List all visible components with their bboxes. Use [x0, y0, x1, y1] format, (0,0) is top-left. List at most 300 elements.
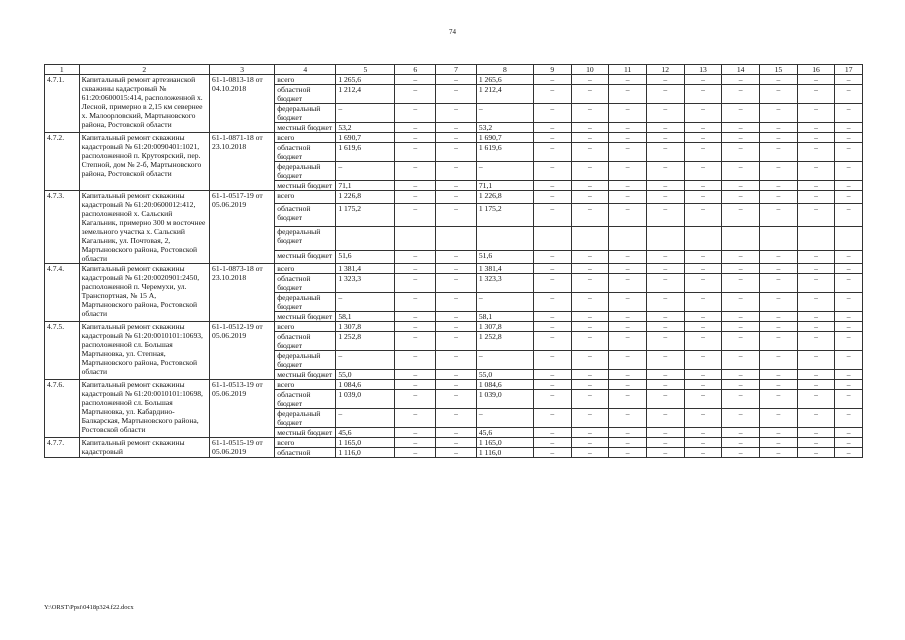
- funding-source: областной бюджет: [275, 390, 336, 409]
- column-number-3: 3: [210, 65, 275, 75]
- empty-value: –: [395, 123, 436, 133]
- empty-value: –: [797, 428, 835, 438]
- empty-value: –: [571, 448, 609, 458]
- total-amount: 1 212,4: [336, 85, 395, 104]
- empty-value: –: [797, 203, 835, 227]
- empty-value: –: [395, 322, 436, 332]
- year-amount: –: [476, 104, 533, 123]
- empty-value: –: [609, 143, 647, 162]
- empty-value: –: [797, 104, 835, 123]
- expertise-number: 61-1-0513-19 от 05.06.2019: [210, 380, 275, 438]
- expertise-number: 61-1-0813-18 от 04.10.2018: [210, 75, 275, 133]
- empty-value: –: [646, 438, 684, 448]
- empty-value: –: [436, 85, 477, 104]
- column-number-14: 14: [722, 65, 760, 75]
- empty-value: –: [609, 370, 647, 380]
- empty-value: –: [646, 351, 684, 370]
- year-amount: 1 039,0: [476, 390, 533, 409]
- empty-value: –: [436, 123, 477, 133]
- empty-value: –: [684, 181, 722, 191]
- funding-source: местный бюджет: [275, 312, 336, 322]
- empty-value: –: [760, 409, 798, 428]
- empty-value: –: [646, 162, 684, 181]
- empty-value: –: [835, 390, 863, 409]
- empty-value: –: [395, 351, 436, 370]
- empty-value: –: [835, 322, 863, 332]
- expertise-number: 61-1-0871-18 от 23.10.2018: [210, 133, 275, 191]
- empty-value: –: [609, 104, 647, 123]
- item-description: Капитальный ремонт скважины кадастровый № 61:20:0600012:412, расположенной х. Сальский Кагальник, примерно 300 м восточнее земельного участка х. Сальский Кагальник, ул. Почтовая, 2, Мартыновского района, Ростовской области: [79, 191, 209, 264]
- year-amount: –: [476, 351, 533, 370]
- year-amount: 1 323,3: [476, 274, 533, 293]
- empty-value: –: [722, 143, 760, 162]
- empty-value: –: [760, 293, 798, 312]
- empty-value: –: [835, 380, 863, 390]
- total-amount: –: [336, 293, 395, 312]
- empty-value: –: [760, 274, 798, 293]
- funding-source: местный бюджет: [275, 251, 336, 264]
- empty-value: –: [797, 264, 835, 274]
- empty-value: –: [609, 380, 647, 390]
- empty-value: [722, 227, 760, 251]
- empty-value: –: [609, 75, 647, 85]
- empty-value: –: [684, 438, 722, 448]
- funding-source: областной бюджет: [275, 143, 336, 162]
- empty-value: –: [722, 133, 760, 143]
- total-amount: 1 116,0: [336, 448, 395, 458]
- empty-value: –: [436, 322, 477, 332]
- empty-value: –: [684, 191, 722, 204]
- funding-source: местный бюджет: [275, 181, 336, 191]
- empty-value: –: [395, 181, 436, 191]
- year-amount: –: [476, 162, 533, 181]
- empty-value: –: [646, 191, 684, 204]
- empty-value: –: [533, 312, 571, 322]
- empty-value: –: [571, 380, 609, 390]
- funding-source: федеральный бюджет: [275, 162, 336, 181]
- empty-value: –: [533, 181, 571, 191]
- year-amount: 1 252,8: [476, 332, 533, 351]
- empty-value: –: [571, 191, 609, 204]
- empty-value: –: [571, 143, 609, 162]
- empty-value: –: [609, 274, 647, 293]
- empty-value: –: [646, 322, 684, 332]
- empty-value: –: [533, 322, 571, 332]
- empty-value: –: [571, 264, 609, 274]
- empty-value: –: [797, 251, 835, 264]
- empty-value: –: [436, 428, 477, 438]
- empty-value: –: [571, 332, 609, 351]
- empty-value: –: [722, 438, 760, 448]
- empty-value: –: [760, 428, 798, 438]
- empty-value: –: [571, 428, 609, 438]
- funding-source: областной бюджет: [275, 274, 336, 293]
- empty-value: –: [436, 351, 477, 370]
- total-amount: 1 323,3: [336, 274, 395, 293]
- empty-value: –: [533, 351, 571, 370]
- empty-value: –: [684, 312, 722, 322]
- empty-value: –: [760, 380, 798, 390]
- empty-value: –: [533, 203, 571, 227]
- empty-value: –: [722, 203, 760, 227]
- empty-value: –: [760, 448, 798, 458]
- item-number: 4.7.1.: [45, 75, 80, 133]
- empty-value: –: [722, 75, 760, 85]
- table-body: [45, 65, 863, 458]
- column-number-17: 17: [835, 65, 863, 75]
- year-amount: 51,6: [476, 251, 533, 264]
- empty-value: –: [533, 251, 571, 264]
- year-amount: 1 690,7: [476, 133, 533, 143]
- empty-value: –: [436, 438, 477, 448]
- empty-value: –: [395, 448, 436, 458]
- empty-value: –: [395, 143, 436, 162]
- empty-value: –: [571, 203, 609, 227]
- funding-source: всего: [275, 133, 336, 143]
- empty-value: –: [760, 143, 798, 162]
- empty-value: –: [395, 380, 436, 390]
- empty-value: –: [571, 293, 609, 312]
- empty-value: –: [835, 191, 863, 204]
- empty-value: –: [797, 380, 835, 390]
- empty-value: –: [760, 390, 798, 409]
- expertise-number: 61-1-0515-19 от 05.06.2019: [210, 438, 275, 458]
- empty-value: –: [835, 133, 863, 143]
- empty-value: –: [609, 133, 647, 143]
- item-description: Капитальный ремонт скважины кадастровый № 61:20:0020901:2450, расположенной п. Черемухи, ул. Транспортная, № 15 А, Мартыновского района, Ростовской области: [79, 264, 209, 322]
- empty-value: –: [646, 428, 684, 438]
- empty-value: [571, 227, 609, 251]
- item-description: Капитальный ремонт скважины кадастровый № 61:20:0010101:10693, расположенной сл. Большая Мартыновка, ул. Степная, Мартыновского района, Ростовской области: [79, 322, 209, 380]
- empty-value: –: [436, 274, 477, 293]
- empty-value: –: [722, 251, 760, 264]
- empty-value: –: [609, 390, 647, 409]
- total-amount: 58,1: [336, 312, 395, 322]
- item-number: 4.7.6.: [45, 380, 80, 438]
- empty-value: –: [436, 162, 477, 181]
- empty-value: [760, 227, 798, 251]
- empty-value: –: [646, 274, 684, 293]
- empty-value: –: [684, 133, 722, 143]
- funding-source: всего: [275, 191, 336, 204]
- empty-value: –: [609, 162, 647, 181]
- empty-value: –: [760, 251, 798, 264]
- empty-value: [646, 227, 684, 251]
- total-amount: 1 690,7: [336, 133, 395, 143]
- empty-value: [835, 227, 863, 251]
- empty-value: –: [395, 75, 436, 85]
- empty-value: –: [684, 428, 722, 438]
- empty-value: –: [646, 390, 684, 409]
- empty-value: –: [722, 123, 760, 133]
- empty-value: –: [571, 85, 609, 104]
- empty-value: –: [646, 85, 684, 104]
- funding-source: федеральный бюджет: [275, 227, 336, 251]
- empty-value: –: [646, 143, 684, 162]
- year-amount: [476, 227, 533, 251]
- empty-value: –: [533, 370, 571, 380]
- empty-value: –: [722, 264, 760, 274]
- empty-value: –: [684, 448, 722, 458]
- empty-value: –: [797, 133, 835, 143]
- empty-value: –: [797, 312, 835, 322]
- empty-value: –: [760, 85, 798, 104]
- empty-value: –: [571, 251, 609, 264]
- item-number: 4.7.7.: [45, 438, 80, 458]
- empty-value: –: [395, 293, 436, 312]
- empty-value: –: [722, 448, 760, 458]
- empty-value: –: [533, 143, 571, 162]
- empty-value: –: [609, 322, 647, 332]
- funding-source: областной бюджет: [275, 85, 336, 104]
- column-number-9: 9: [533, 65, 571, 75]
- year-amount: 53,2: [476, 123, 533, 133]
- empty-value: –: [646, 312, 684, 322]
- item-number: 4.7.3.: [45, 191, 80, 264]
- empty-value: –: [760, 351, 798, 370]
- empty-value: –: [797, 75, 835, 85]
- empty-value: –: [436, 203, 477, 227]
- funding-source: областной бюджет: [275, 203, 336, 227]
- expertise-number: 61-1-0873-18 от 23.10.2018: [210, 264, 275, 322]
- total-amount: 1 165,0: [336, 438, 395, 448]
- column-number-5: 5: [336, 65, 395, 75]
- empty-value: –: [571, 162, 609, 181]
- empty-value: –: [722, 104, 760, 123]
- table-row: [45, 191, 863, 204]
- empty-value: –: [835, 264, 863, 274]
- empty-value: –: [684, 143, 722, 162]
- empty-value: –: [646, 370, 684, 380]
- total-amount: 1 175,2: [336, 203, 395, 227]
- empty-value: –: [609, 312, 647, 322]
- empty-value: –: [609, 191, 647, 204]
- column-number-15: 15: [760, 65, 798, 75]
- empty-value: –: [646, 448, 684, 458]
- total-amount: 51,6: [336, 251, 395, 264]
- empty-value: –: [835, 332, 863, 351]
- empty-value: –: [835, 251, 863, 264]
- year-amount: 1 265,6: [476, 75, 533, 85]
- empty-value: –: [395, 428, 436, 438]
- empty-value: –: [835, 162, 863, 181]
- column-number-12: 12: [646, 65, 684, 75]
- empty-value: –: [722, 322, 760, 332]
- empty-value: –: [797, 351, 835, 370]
- empty-value: –: [646, 409, 684, 428]
- year-amount: 1 165,0: [476, 438, 533, 448]
- empty-value: –: [646, 380, 684, 390]
- table-row: [45, 133, 863, 143]
- empty-value: –: [760, 370, 798, 380]
- empty-value: –: [609, 203, 647, 227]
- funding-source: местный бюджет: [275, 370, 336, 380]
- empty-value: –: [609, 351, 647, 370]
- empty-value: –: [797, 123, 835, 133]
- empty-value: –: [395, 370, 436, 380]
- empty-value: –: [835, 75, 863, 85]
- funding-source: федеральный бюджет: [275, 293, 336, 312]
- empty-value: –: [609, 448, 647, 458]
- empty-value: –: [722, 390, 760, 409]
- total-amount: [336, 227, 395, 251]
- empty-value: –: [722, 274, 760, 293]
- empty-value: –: [571, 274, 609, 293]
- empty-value: –: [760, 75, 798, 85]
- empty-value: –: [797, 409, 835, 428]
- empty-value: –: [835, 438, 863, 448]
- empty-value: –: [533, 191, 571, 204]
- empty-value: –: [684, 264, 722, 274]
- funding-source: всего: [275, 322, 336, 332]
- empty-value: –: [571, 438, 609, 448]
- empty-value: –: [684, 293, 722, 312]
- empty-value: –: [646, 332, 684, 351]
- empty-value: –: [646, 123, 684, 133]
- funding-source: местный бюджет: [275, 123, 336, 133]
- empty-value: –: [646, 203, 684, 227]
- empty-value: –: [533, 264, 571, 274]
- empty-value: –: [646, 251, 684, 264]
- empty-value: –: [533, 390, 571, 409]
- empty-value: –: [797, 191, 835, 204]
- empty-value: –: [533, 123, 571, 133]
- empty-value: –: [797, 370, 835, 380]
- empty-value: –: [722, 312, 760, 322]
- empty-value: –: [436, 370, 477, 380]
- empty-value: –: [835, 274, 863, 293]
- empty-value: –: [436, 75, 477, 85]
- column-number-8: 8: [476, 65, 533, 75]
- empty-value: –: [571, 351, 609, 370]
- column-number-6: 6: [395, 65, 436, 75]
- empty-value: –: [684, 75, 722, 85]
- page-number: 74: [449, 28, 456, 36]
- empty-value: –: [797, 390, 835, 409]
- empty-value: –: [571, 312, 609, 322]
- empty-value: –: [684, 380, 722, 390]
- empty-value: [533, 227, 571, 251]
- empty-value: –: [609, 293, 647, 312]
- empty-value: –: [395, 438, 436, 448]
- item-description: Капитальный ремонт скважины кадастровый № 61:20:0090401:1021, расположенной п. Крутоярский, пер. Степной, дом № 2-б, Мартыновского района, Ростовской области: [79, 133, 209, 191]
- empty-value: –: [436, 332, 477, 351]
- empty-value: –: [797, 448, 835, 458]
- total-amount: 1 226,8: [336, 191, 395, 204]
- empty-value: –: [797, 274, 835, 293]
- empty-value: –: [436, 293, 477, 312]
- empty-value: –: [797, 332, 835, 351]
- empty-value: –: [835, 203, 863, 227]
- empty-value: [684, 227, 722, 251]
- empty-value: –: [797, 162, 835, 181]
- empty-value: –: [760, 332, 798, 351]
- empty-value: –: [571, 409, 609, 428]
- column-number-2: 2: [79, 65, 209, 75]
- empty-value: –: [395, 133, 436, 143]
- empty-value: –: [835, 370, 863, 380]
- funding-source: всего: [275, 438, 336, 448]
- table-row: [45, 380, 863, 390]
- column-number-11: 11: [609, 65, 647, 75]
- empty-value: –: [722, 162, 760, 181]
- total-amount: 1 265,6: [336, 75, 395, 85]
- empty-value: –: [835, 143, 863, 162]
- empty-value: –: [797, 293, 835, 312]
- empty-value: –: [533, 133, 571, 143]
- empty-value: –: [684, 351, 722, 370]
- empty-value: –: [395, 85, 436, 104]
- year-amount: 58,1: [476, 312, 533, 322]
- empty-value: –: [684, 274, 722, 293]
- empty-value: –: [609, 85, 647, 104]
- table-row: [45, 322, 863, 332]
- empty-value: –: [835, 312, 863, 322]
- funding-source: всего: [275, 75, 336, 85]
- funding-source: местный бюджет: [275, 428, 336, 438]
- funding-source: федеральный бюджет: [275, 104, 336, 123]
- empty-value: –: [395, 312, 436, 322]
- empty-value: –: [722, 409, 760, 428]
- year-amount: 1 084,6: [476, 380, 533, 390]
- empty-value: –: [533, 85, 571, 104]
- empty-value: –: [684, 409, 722, 428]
- empty-value: –: [684, 332, 722, 351]
- column-number-10: 10: [571, 65, 609, 75]
- empty-value: –: [684, 85, 722, 104]
- empty-value: –: [722, 181, 760, 191]
- empty-value: –: [571, 133, 609, 143]
- empty-value: –: [646, 133, 684, 143]
- column-number-13: 13: [684, 65, 722, 75]
- empty-value: –: [436, 409, 477, 428]
- empty-value: –: [571, 123, 609, 133]
- empty-value: –: [436, 312, 477, 322]
- year-amount: 1 307,8: [476, 322, 533, 332]
- empty-value: [436, 227, 477, 251]
- empty-value: –: [646, 293, 684, 312]
- year-amount: 55,0: [476, 370, 533, 380]
- empty-value: –: [684, 123, 722, 133]
- empty-value: –: [835, 448, 863, 458]
- empty-value: –: [533, 409, 571, 428]
- empty-value: –: [436, 143, 477, 162]
- total-amount: 1 307,8: [336, 322, 395, 332]
- empty-value: –: [436, 104, 477, 123]
- empty-value: –: [571, 181, 609, 191]
- empty-value: –: [722, 191, 760, 204]
- empty-value: –: [722, 351, 760, 370]
- funding-source: областной: [275, 448, 336, 458]
- empty-value: –: [395, 251, 436, 264]
- empty-value: –: [684, 104, 722, 123]
- empty-value: –: [533, 293, 571, 312]
- total-amount: 53,2: [336, 123, 395, 133]
- item-number: 4.7.2.: [45, 133, 80, 191]
- total-amount: 1 619,6: [336, 143, 395, 162]
- expertise-number: 61-1-0517-19 от 05.06.2019: [210, 191, 275, 264]
- empty-value: –: [395, 390, 436, 409]
- empty-value: –: [609, 438, 647, 448]
- empty-value: –: [684, 251, 722, 264]
- column-number-7: 7: [436, 65, 477, 75]
- empty-value: –: [395, 203, 436, 227]
- empty-value: –: [760, 123, 798, 133]
- empty-value: –: [395, 409, 436, 428]
- empty-value: –: [760, 191, 798, 204]
- item-description: Капитальный ремонт скважины кадастровый № 61:20:0010101:10698, расположенной сл. Большая Мартыновка, ул. Кабардино-Балкарская, Мартыновского района, Ростовской области: [79, 380, 209, 438]
- empty-value: –: [571, 75, 609, 85]
